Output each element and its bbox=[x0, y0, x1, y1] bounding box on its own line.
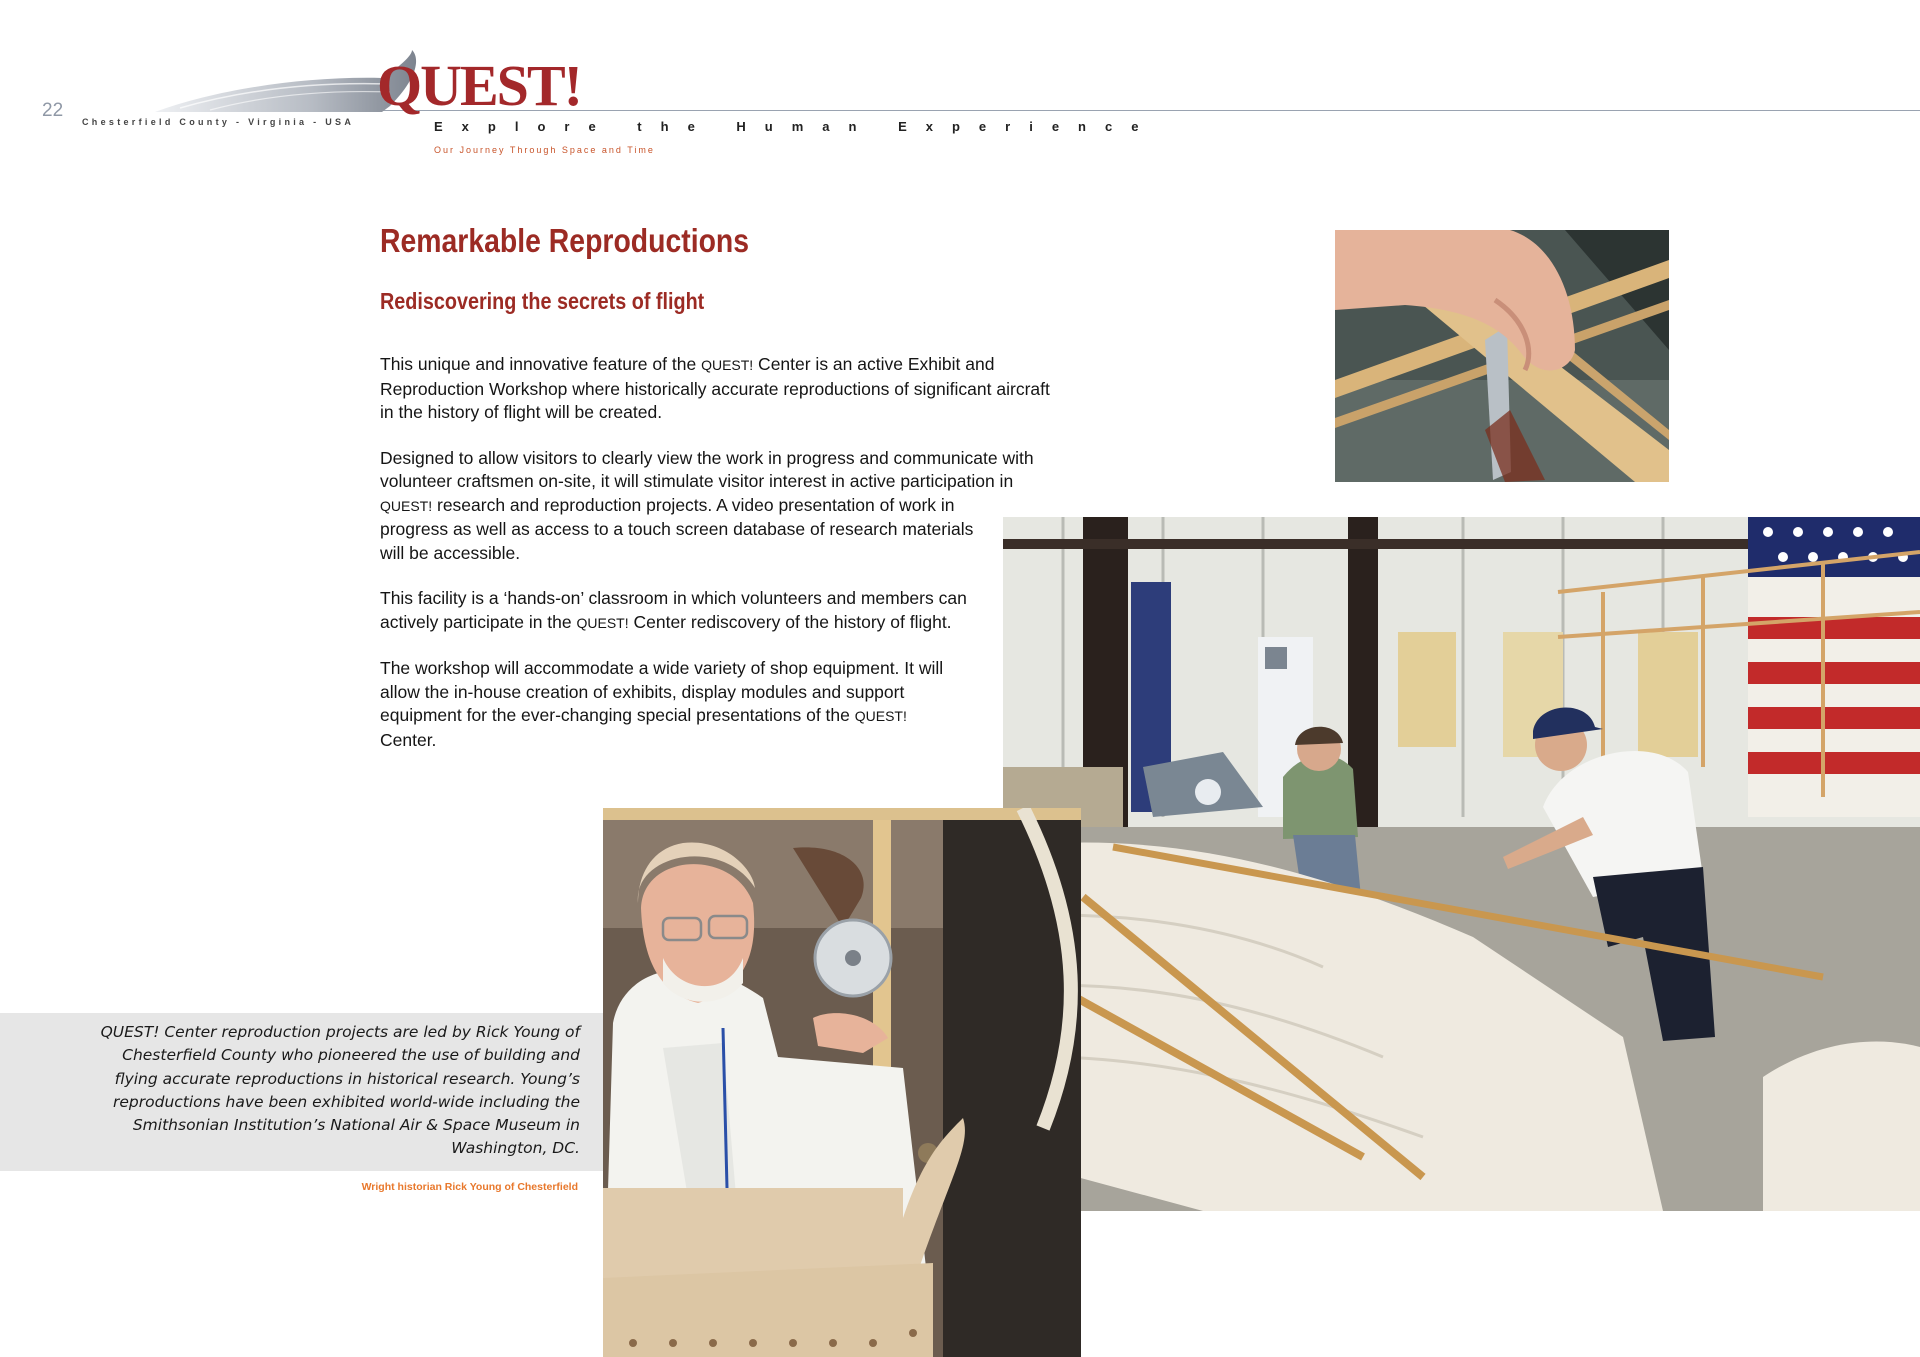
text-line bbox=[380, 611, 1080, 636]
text-line: progress as well as access to a touch screen database of research materials bbox=[380, 519, 974, 539]
text-line bbox=[380, 353, 1080, 378]
text-line: volunteer craftsmen on-site, it will stimulate visitor interest in active participation in bbox=[380, 471, 1014, 491]
text-line bbox=[380, 704, 1080, 729]
photo-hands-frame bbox=[1335, 230, 1669, 482]
quest-logo: QUEST! bbox=[377, 53, 581, 118]
text-line: Reproduction Workshop where historically accurate reproductions of significant aircraft bbox=[380, 378, 1050, 399]
header-location: Chesterfield County - Virginia - USA bbox=[82, 117, 355, 127]
photo-caption bbox=[0, 1021, 580, 1161]
text-line: allow the in-house creation of exhibits, display modules and support bbox=[380, 681, 905, 702]
photo-workshop bbox=[1003, 517, 1920, 1211]
text-line: This facility is a ‘hands-on’ classroom in which volunteers and members can bbox=[380, 588, 967, 608]
caption-line: Washington, DC. bbox=[451, 1139, 580, 1158]
text-run: This unique and innovative feature of the bbox=[380, 354, 702, 374]
quest-wordmark: QUEST! bbox=[854, 708, 907, 724]
text-line: Designed to allow visitors to clearly view the work in progress and communicate with bbox=[380, 447, 1034, 468]
caption-line: flying accurate reproductions in historical research. Young’s bbox=[114, 1069, 580, 1088]
text-line bbox=[380, 494, 1080, 519]
quest-wordmark: QUEST! bbox=[380, 497, 433, 514]
text-line: The workshop will accommodate a wide variety of shop equipment. It will bbox=[380, 658, 944, 678]
text-run: Center rediscovery of the history of flight. bbox=[628, 611, 952, 632]
paragraph-1 bbox=[380, 353, 1080, 425]
caption-line: Smithsonian Institution’s National Air & Space Museum in bbox=[132, 1116, 580, 1135]
header-tagline: Explore the Human Experience bbox=[434, 119, 1158, 134]
paragraph-4 bbox=[380, 657, 1080, 752]
article-subtitle: Rediscovering the secrets of flight bbox=[380, 288, 705, 314]
header-subtagline: Our Journey Through Space and Time bbox=[434, 145, 655, 155]
quest-wordmark: QUEST! bbox=[701, 357, 754, 373]
paragraph-2 bbox=[380, 447, 1080, 566]
article-body bbox=[380, 353, 1080, 774]
caption-line: reproductions have been exhibited world-wide including the bbox=[113, 1092, 580, 1111]
paragraph-3 bbox=[380, 587, 1080, 635]
photo-credit: Wright historian Rick Young of Chesterfield bbox=[361, 1181, 578, 1193]
text-line: in the history of flight will be created. bbox=[380, 402, 663, 422]
page-number: 22 bbox=[42, 100, 64, 121]
caption-line: QUEST! Center reproduction projects are led by Rick Young of bbox=[100, 1023, 580, 1041]
photo-rick-young bbox=[603, 808, 1081, 1357]
text-line: will be accessible. bbox=[380, 542, 521, 563]
caption-line: Chesterfield County who pioneered the use of building and bbox=[122, 1046, 580, 1065]
text-run: research and reproduction projects. A video presentation of work in bbox=[432, 494, 955, 515]
text-run: equipment for the ever-changing special presentations of the bbox=[380, 705, 855, 725]
text-run: Center is an active Exhibit and bbox=[753, 354, 995, 374]
quest-wordmark: QUEST! bbox=[576, 614, 629, 631]
text-run: actively participate in the bbox=[380, 611, 577, 632]
text-line: Center. bbox=[380, 729, 437, 750]
article-title: Remarkable Reproductions bbox=[380, 222, 750, 259]
